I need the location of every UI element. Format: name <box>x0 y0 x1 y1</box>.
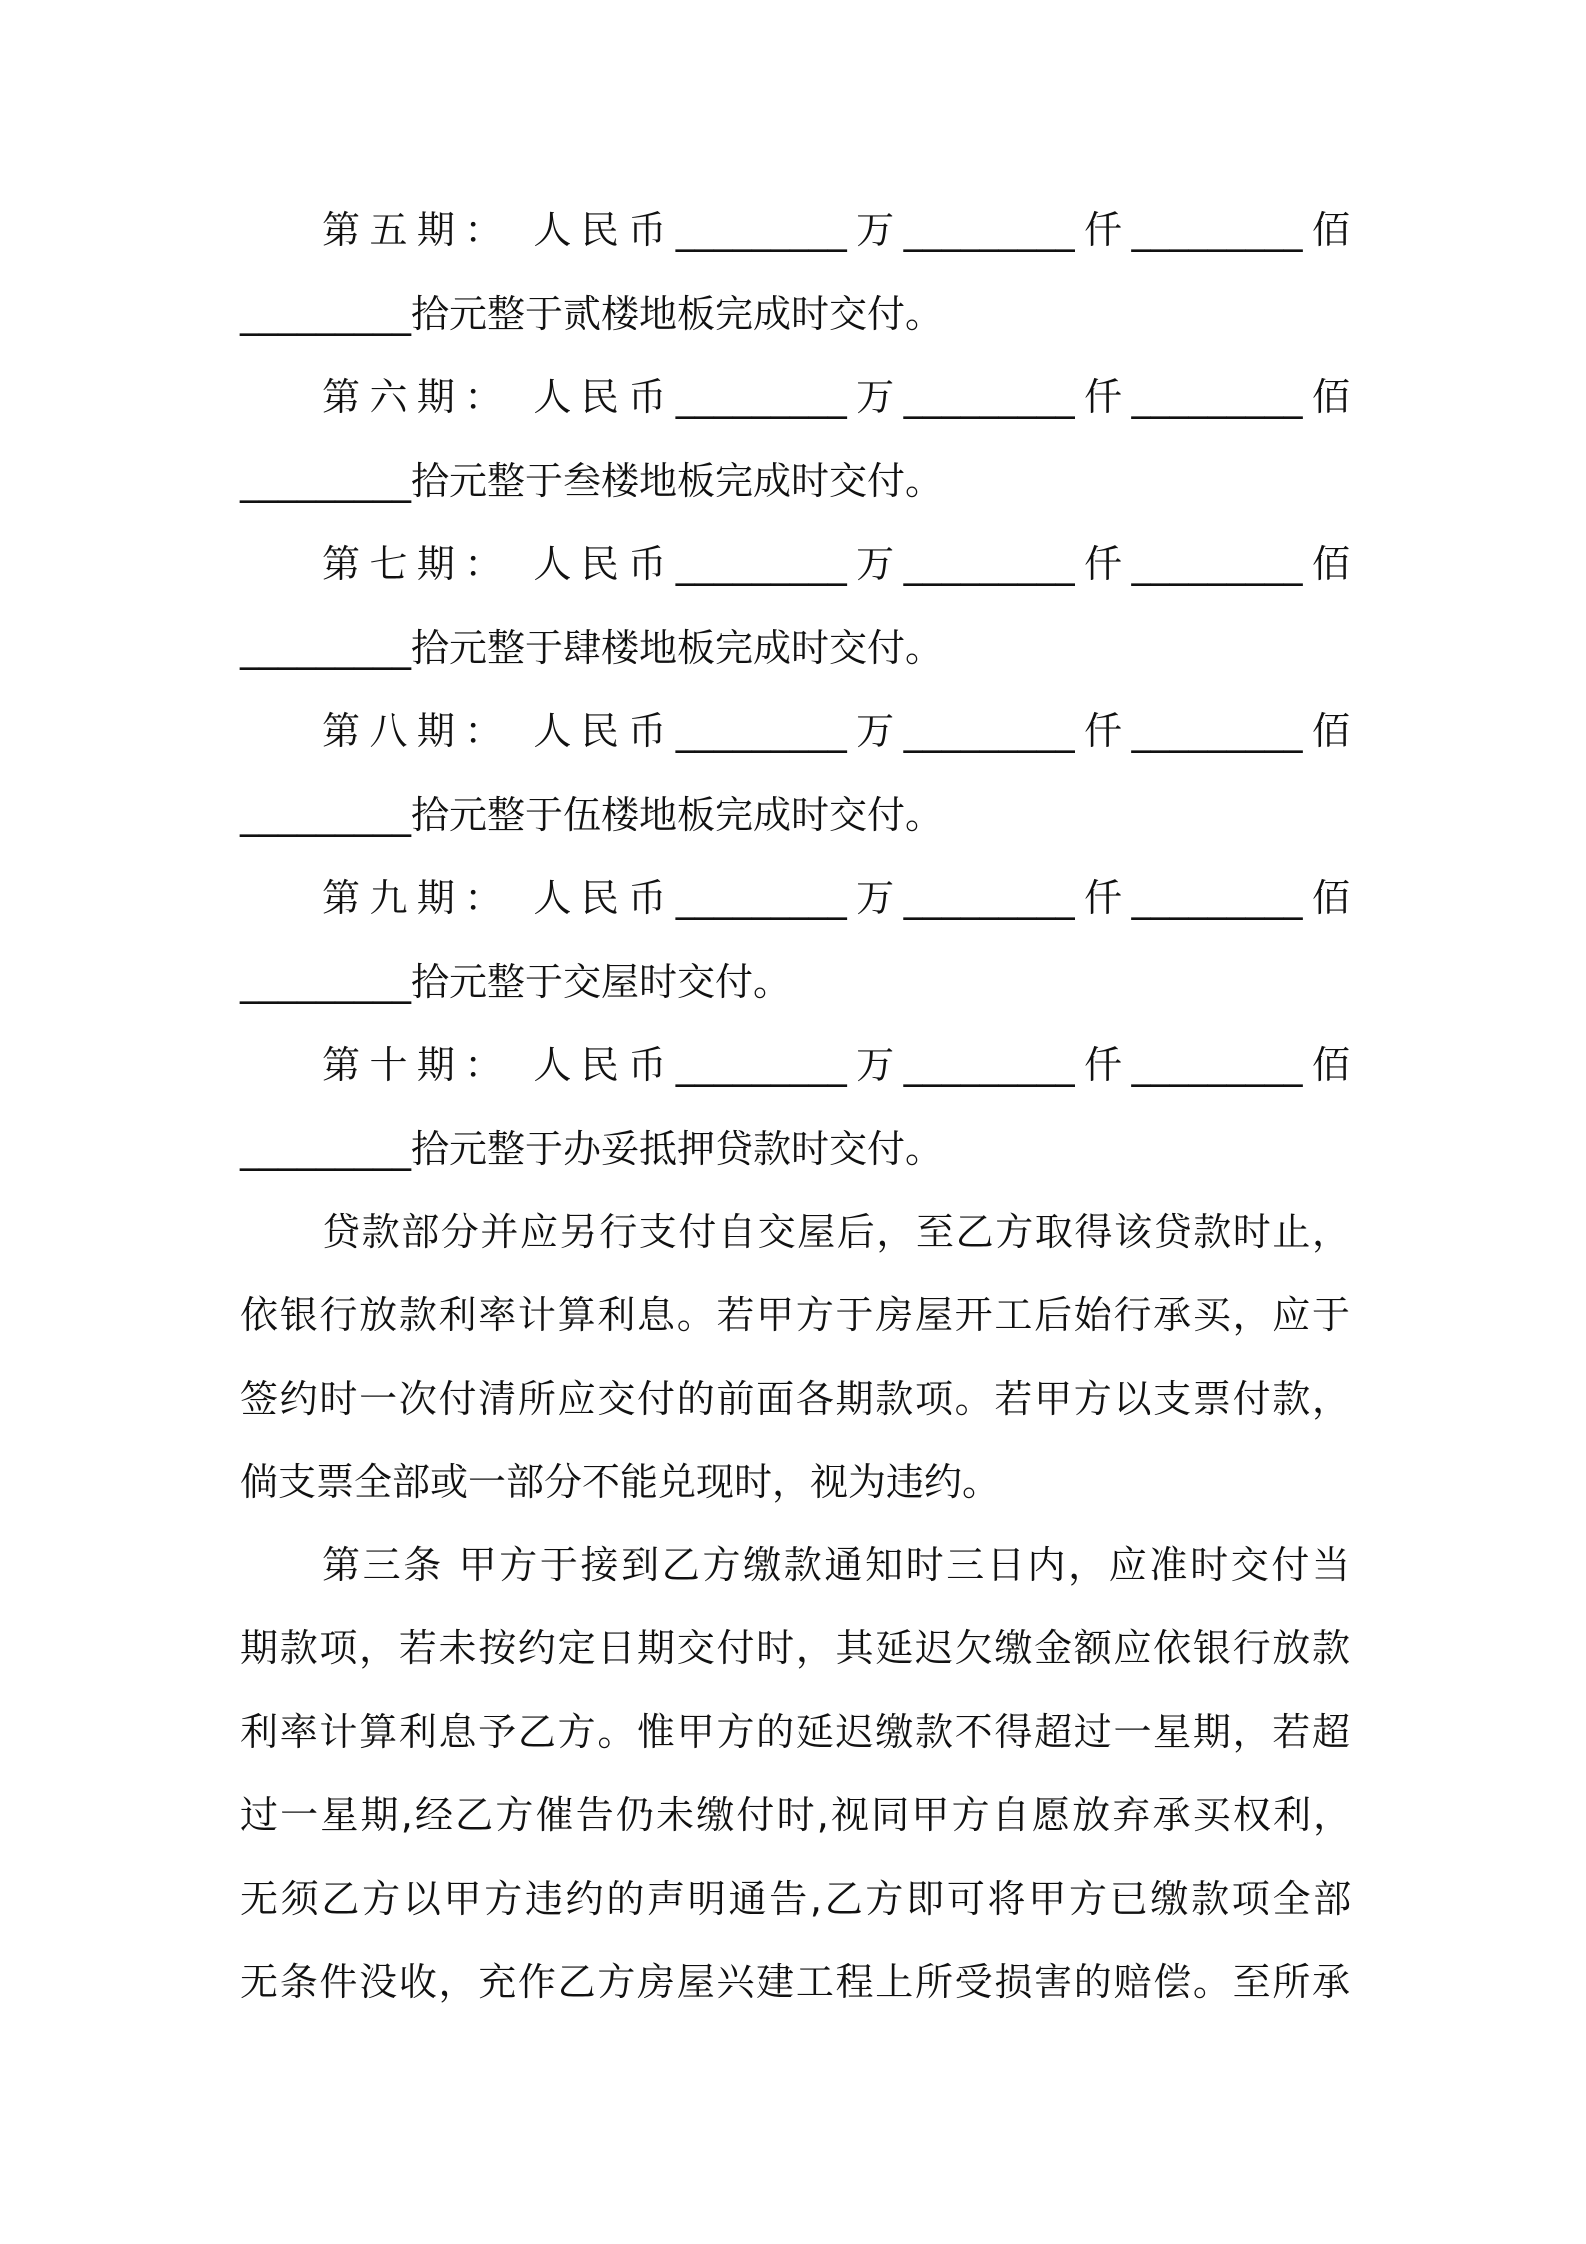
installment-tail: 拾元整于伍楼地板完成时交付。 <box>411 793 944 837</box>
article-three-line: 无须乙方以甲方违约的声明通告,乙方即可将甲方已缴款项全部 <box>240 1877 1350 1921</box>
blank-field: _________ <box>1131 1043 1303 1087</box>
installment-currency: 人民币 <box>533 876 676 920</box>
blank-field: _________ <box>1131 542 1303 586</box>
blank-field: _________ <box>1131 208 1303 252</box>
unit-wan: 万 <box>846 375 904 419</box>
unit-wan: 万 <box>846 542 904 586</box>
article-three-line: 第三条 甲方于接到乙方缴款通知时三日内，应准时交付当 <box>322 1543 1350 1587</box>
installment-5-line-2 <box>240 289 1350 339</box>
article-three-line: 过一星期,经乙方催告仍未缴付时,视同甲方自愿放弃承买权利， <box>240 1793 1350 1837</box>
installment-7-line-2 <box>240 623 1350 673</box>
blank-field: _________ <box>240 1127 411 1171</box>
blank-field: _________ <box>675 375 847 419</box>
unit-qian: 仟 <box>1074 542 1132 586</box>
unit-qian: 仟 <box>1074 709 1132 753</box>
blank-field: _________ <box>240 626 411 670</box>
installment-label: 第六期： <box>322 375 512 419</box>
installment-currency: 人民币 <box>533 1043 676 1087</box>
installment-label: 第九期： <box>322 876 512 920</box>
loan-paragraph-line: 签约时一次付清所应交付的前面各期款项。若甲方以支票付款， <box>240 1377 1350 1421</box>
unit-bai: 佰 <box>1302 1043 1350 1087</box>
installment-label: 第八期： <box>322 709 512 753</box>
unit-wan: 万 <box>846 876 904 920</box>
blank-field: _________ <box>675 1043 847 1087</box>
unit-qian: 仟 <box>1074 876 1132 920</box>
installment-currency: 人民币 <box>533 375 676 419</box>
blank-field: _________ <box>675 709 847 753</box>
blank-field: _________ <box>240 793 411 837</box>
blank-field: _________ <box>903 709 1075 753</box>
blank-field: _________ <box>903 542 1075 586</box>
blank-field: _________ <box>1131 876 1303 920</box>
unit-qian: 仟 <box>1074 208 1132 252</box>
unit-wan: 万 <box>846 208 904 252</box>
unit-bai: 佰 <box>1302 542 1350 586</box>
blank-field: _________ <box>903 208 1075 252</box>
installment-5-line-1 <box>322 205 1350 255</box>
installment-label: 第五期： <box>322 208 512 252</box>
blank-field: _________ <box>903 375 1075 419</box>
unit-wan: 万 <box>846 709 904 753</box>
article-three-line: 无条件没收，充作乙方房屋兴建工程上所受损害的赔偿。至所承 <box>240 1960 1350 2004</box>
installment-tail: 拾元整于肆楼地板完成时交付。 <box>411 626 944 670</box>
installment-9-line-1 <box>322 873 1350 923</box>
unit-qian: 仟 <box>1074 1043 1132 1087</box>
installment-label: 第十期： <box>322 1043 512 1087</box>
unit-bai: 佰 <box>1302 375 1350 419</box>
installment-tail: 拾元整于叁楼地板完成时交付。 <box>411 459 944 503</box>
installment-currency: 人民币 <box>533 208 676 252</box>
loan-paragraph-line: 依银行放款利率计算利息。若甲方于房屋开工后始行承买，应于 <box>240 1293 1350 1337</box>
installment-tail: 拾元整于办妥抵押贷款时交付。 <box>411 1127 944 1171</box>
blank-field: _________ <box>240 960 411 1004</box>
installment-9-line-2 <box>240 957 1350 1007</box>
installment-10-line-1 <box>322 1040 1350 1090</box>
installment-6-line-2 <box>240 456 1350 506</box>
blank-field: _________ <box>240 459 411 503</box>
blank-field: _________ <box>675 876 847 920</box>
blank-field: _________ <box>903 876 1075 920</box>
unit-bai: 佰 <box>1302 208 1350 252</box>
loan-paragraph-line: 倘支票全部或一部分不能兑现时，视为违约。 <box>240 1460 1001 1504</box>
blank-field: _________ <box>1131 709 1303 753</box>
installment-currency: 人民币 <box>533 542 676 586</box>
blank-field: _________ <box>240 292 411 336</box>
installment-tail: 拾元整于交屋时交付。 <box>411 960 792 1004</box>
installment-8-line-2 <box>240 790 1350 840</box>
installment-7-line-1 <box>322 539 1350 589</box>
loan-paragraph-line: 贷款部分并应另行支付自交屋后，至乙方取得该贷款时止， <box>322 1210 1350 1254</box>
installment-tail: 拾元整于贰楼地板完成时交付。 <box>411 292 944 336</box>
article-three-line: 期款项，若未按约定日期交付时，其延迟欠缴金额应依银行放款 <box>240 1626 1350 1670</box>
installment-10-line-2 <box>240 1124 1350 1174</box>
blank-field: _________ <box>675 542 847 586</box>
installment-label: 第七期： <box>322 542 512 586</box>
unit-qian: 仟 <box>1074 375 1132 419</box>
installment-6-line-1 <box>322 372 1350 422</box>
unit-bai: 佰 <box>1302 709 1350 753</box>
article-three-line: 利率计算利息予乙方。惟甲方的延迟缴款不得超过一星期，若超 <box>240 1710 1350 1754</box>
blank-field: _________ <box>1131 375 1303 419</box>
installment-8-line-1 <box>322 706 1350 756</box>
unit-wan: 万 <box>846 1043 904 1087</box>
installment-currency: 人民币 <box>533 709 676 753</box>
blank-field: _________ <box>903 1043 1075 1087</box>
blank-field: _________ <box>675 208 847 252</box>
unit-bai: 佰 <box>1302 876 1350 920</box>
